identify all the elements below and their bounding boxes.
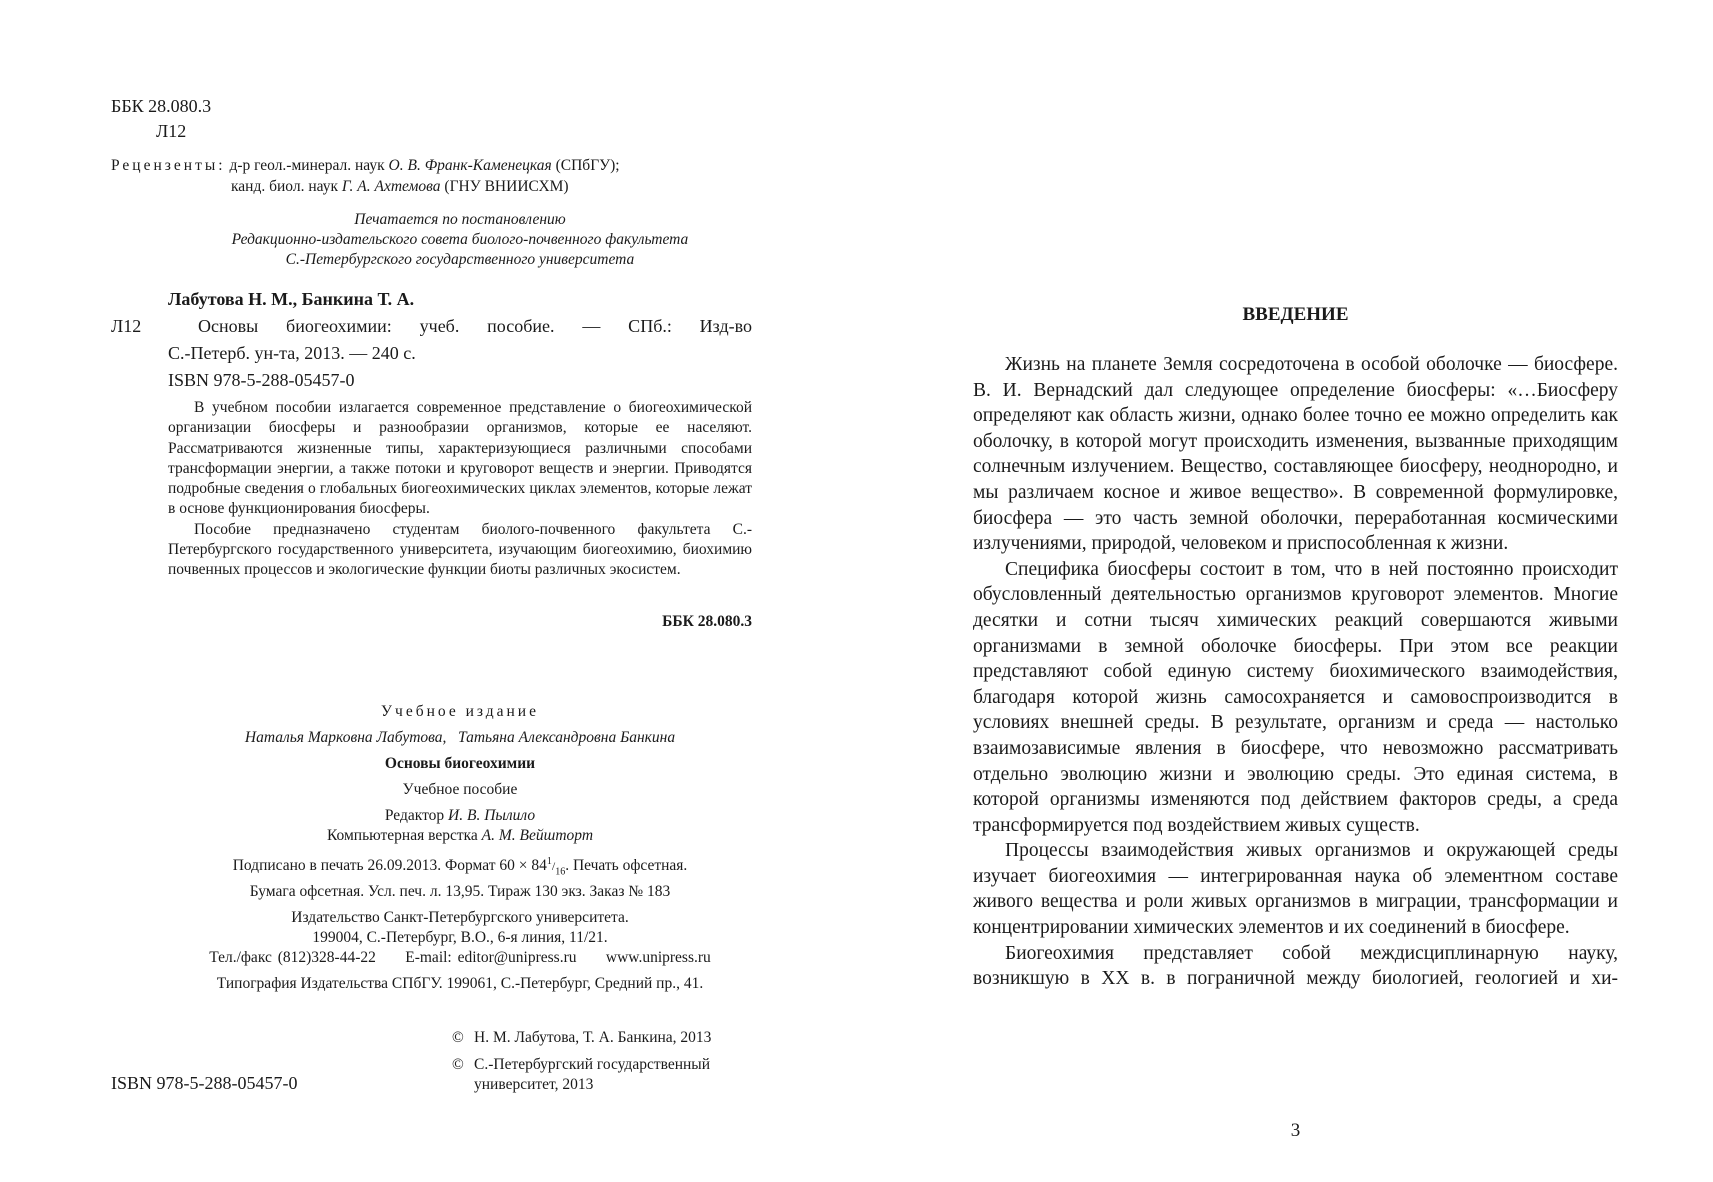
approval-line: Редакционно-издательского совета биолого-почвенного факультета [231, 231, 689, 248]
book-title: Основы биогеохимии [384, 755, 536, 772]
editor-name: И. В. Пылило [448, 807, 536, 824]
copyright-authors-text: Н. М. Лабутова, Т. А. Банкина, 2013 [474, 1029, 712, 1046]
intro-paragraph: Процессы взаимодействия живых организмов и окружающей среды изучает биогеохимия — интегрированная наука об элементном составе живого вещества и роли живых организмов в миграции, трансформации и концентрировании химических элементов и их соединений в биосфере. [973, 840, 1618, 939]
author-mark-side: Л12 [111, 316, 142, 336]
print-line-2: Бумага офсетная. Усл. печ. л. 13,95. Тираж 130 экз. Заказ № 183 [249, 883, 671, 901]
approval-line: Печатается по постановлению [354, 211, 566, 228]
copyright-university-text [474, 1055, 710, 1095]
author-mark-top: Л12 [156, 121, 187, 141]
approval-line: С.-Петербургского государственного университета [285, 251, 635, 268]
print-line-1-post: . Печать офсетная. [565, 857, 688, 875]
copyright-univ-line-2: университет, 2013 [474, 1076, 594, 1093]
isbn-line: ISBN 978-5-288-05457-0 [168, 370, 355, 390]
editor-label: Редактор [384, 807, 449, 824]
intro-paragraph: Биогеохимия представляет собой междисциплинарную науку, возникшую в XX в. в пограничной между биологией, геологией и хи- [973, 942, 1618, 990]
reviewers-line-2 [231, 177, 569, 197]
layout-name: А. М. Вейшторт [481, 827, 594, 844]
chapter-heading: ВВЕДЕНИЕ [1242, 304, 1349, 325]
bib-line-1: Основы биогеохимии: учеб. пособие. — СПб.: Изд-во [198, 316, 752, 336]
print-line-1-pre: Подписано в печать 26.09.2013. Формат 60 × 84 [232, 857, 547, 875]
publisher-line-1: Издательство Санкт-Петербургского университета. [291, 909, 629, 927]
intro-paragraph: Специфика биосферы состоит в том, что в ней постоянно происходит обусловленный деятельностью организмов круговорот элементов. Многие десятки и сотни тысяч химических реакций совершаются живыми организмами в земной оболочке биосферы. При этом все реакции представляют собой единую систему биохимического взаимодействия, благодаря которой жизнь самосохраняется и самовоспроизводится в условиях внешней среды. В результате, организм и среда — настолько взаимозависимые явления в биосфере, что невозможно рассматривать отдельно эволюцию жизни и эволюцию среды. Это единая система, в которой организмы изменяются под действием факторов среды, а среда трансформируется под воздействием живых существ. [973, 558, 1618, 836]
bib-line-2: С.-Петерб. ун-та, 2013. — 240 с. [168, 343, 416, 363]
bbk-code-top: ББК 28.080.3 [111, 96, 212, 116]
publisher-line-2: 199004, С.-Петербург, В.О., 6-я линия, 11/21. [312, 929, 608, 947]
edition-type: Учебное издание [381, 703, 539, 720]
intro-paragraph: Жизнь на планете Земля сосредоточена в особой оболочке — биосфере. В. И. Вернадский дал следующее определение биосферы: «…Биосферу определяют как область жизни, однако более точно ее можно определить как оболочку, в которой могут происходить изменения, вызванные приходящим солнечным излучением. Вещество, составляющее биосферу, неоднородно, и мы различаем косное и живое вещество». В современной формулировке, биосфера — это часть земной оболочки, переработанная космическими излучениями, природой, человеком и приспособленная к жизни. [973, 354, 1618, 555]
reviewer2-post: (ГНУ ВНИИСХМ) [440, 178, 569, 195]
copyright-univ-line-1: С.-Петербургский государственный [474, 1056, 711, 1073]
format-sub: 16 [555, 866, 566, 878]
website: www.unipress.ru [605, 949, 711, 967]
phone: Тел./факс (812)328-44-22 [209, 949, 376, 967]
copyright-block [452, 1028, 711, 1095]
email: E-mail: editor@unipress.ru [405, 949, 577, 967]
bbk-code-bottom: ББК 28.080.3 [662, 613, 752, 630]
layout-line [160, 826, 760, 846]
abstract-paragraph: В учебном пособии излагается современное представление о биогеохимической организации биосферы и разнообразии организмов, которые ее населяют. Рассматриваются жизненные типы, характеризующиеся различными способами трансформации энергии, а также потоки и круговорот веществ и энергии. Приводятся подробные сведения о глобальных биогеохимических циклах элементов, которые лежат в основе функционирования биосферы. [168, 399, 752, 518]
approval-block [160, 210, 760, 270]
typography-line: Типография Издательства СПбГУ. 199061, С.-Петербург, Средний пр., 41. [216, 975, 704, 993]
format-sup: 1 [546, 856, 552, 867]
editor-line [160, 806, 760, 826]
authors-bold: Лабутова Н. М., Банкина Т. А. [168, 289, 415, 309]
abstract [168, 398, 752, 581]
reviewer1-post: (СПбГУ); [551, 157, 620, 174]
intro-text [973, 352, 1618, 992]
layout-label: Компьютерная верстка [326, 827, 482, 844]
authors-full: Наталья Марковна Лабутова, Татьяна Александровна Банкина [244, 729, 676, 746]
abstract-paragraph: Пособие предназначено студентам биолого-почвенного факультета С.-Петербургского государственного университета, изучающим биогеохимию, биохимию почвенных процессов и экологические функции биоты различных экосистем. [168, 520, 752, 579]
reviewers-label: Рецензенты: [111, 157, 226, 174]
reviewers-line-1 [111, 156, 620, 176]
copyright-icon: © [452, 1056, 464, 1073]
book-kind: Учебное пособие [402, 781, 518, 798]
contacts-line [160, 948, 760, 968]
copyright-icon: © [452, 1029, 464, 1046]
isbn-bottom: ISBN 978-5-288-05457-0 [111, 1073, 298, 1093]
imprint-block [160, 702, 760, 994]
copyright-university [452, 1055, 711, 1095]
reviewer1-pre: д-р геол.-минерал. наук [229, 157, 389, 174]
print-line-1: Подписано в печать 26.09.2013. Формат $60 \times 84^1/_{16}$. Печать офсетная. [232, 856, 688, 878]
copyright-authors [452, 1028, 711, 1048]
reviewer2-pre: канд. биол. наук [231, 178, 342, 195]
page-number: 3 [1290, 1120, 1301, 1141]
reviewer1-name: О. В. Франк-Каменецкая [388, 157, 552, 174]
reviewer2-name: Г. А. Ахтемова [341, 178, 441, 195]
